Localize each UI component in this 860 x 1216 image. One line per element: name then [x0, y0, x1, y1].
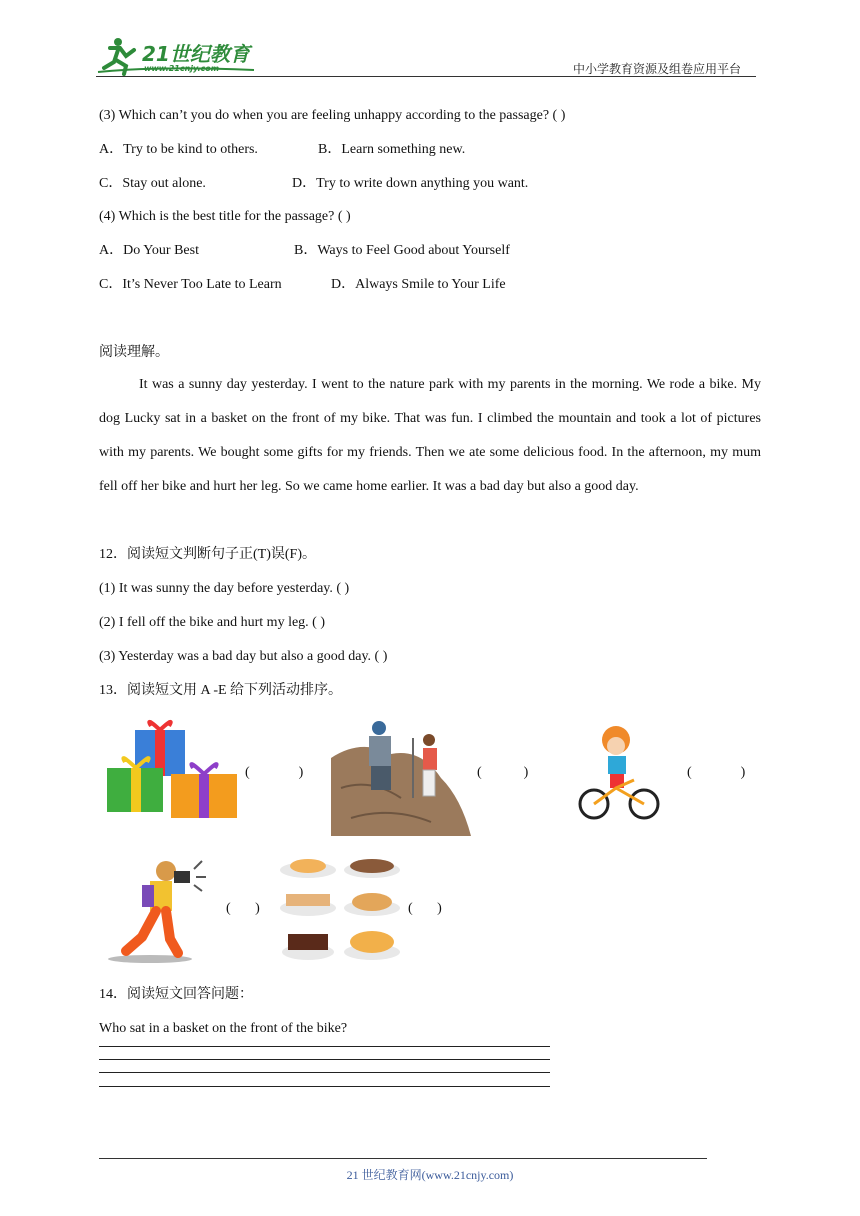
question-14-text: Who sat in a basket on the front of the bike? — [99, 1021, 348, 1036]
gifts-icon — [105, 718, 243, 822]
answer-line[interactable] — [99, 1072, 550, 1073]
section-heading: 阅读理解。 — [99, 345, 169, 360]
statement-1: (1) It was sunny the day before yesterday. ( ) — [99, 581, 350, 596]
statement-3: (3) Yesterday was a bad day but also a good day. ( ) — [99, 649, 388, 664]
question-3: (3) Which can’t you do when you are feeling unhappy according to the passage? ( ) — [99, 108, 566, 123]
answer-line[interactable] — [99, 1046, 550, 1047]
climbing-icon — [331, 718, 471, 836]
photo-taking-icon — [106, 855, 212, 963]
option-a: A．Do Your Best — [99, 243, 199, 258]
question-12-title: 12．阅读短文判断句子正(T)误(F)。 — [99, 547, 316, 562]
option-b: B．Learn something new. — [318, 142, 466, 157]
food-icon — [278, 852, 404, 964]
option-c: C．Stay out alone. — [99, 176, 206, 191]
header-rule — [96, 76, 756, 77]
question-14-title: 14．阅读短文回答问题： — [99, 987, 253, 1002]
answer-blank[interactable]: ( ) — [245, 765, 304, 780]
answer-blank[interactable]: ( ) — [687, 765, 746, 780]
option-d: D．Try to write down anything you want. — [292, 176, 529, 191]
question-13-title: 13．阅读短文用 A -E 给下列活动排序。 — [99, 683, 343, 698]
footer-text: 21 世纪教育网(www.21cnjy.com) — [346, 1168, 514, 1182]
option-d: D．Always Smile to Your Life — [331, 277, 506, 292]
logo-url: www.21cnjy.com — [144, 64, 220, 73]
answer-line[interactable] — [99, 1059, 550, 1060]
answer-line[interactable] — [99, 1086, 550, 1087]
option-c: C．It’s Never Too Late to Learn — [99, 277, 282, 292]
answer-blank[interactable]: ( ) — [408, 901, 442, 916]
option-b: B．Ways to Feel Good about Yourself — [294, 243, 510, 258]
answer-blank[interactable]: ( ) — [477, 765, 529, 780]
platform-title: 中小学教育资源及组卷应用平台 — [573, 62, 742, 76]
option-a: A．Try to be kind to others. — [99, 142, 258, 157]
header-logo — [96, 36, 261, 76]
reading-passage: It was a sunny day yesterday. I went to the nature park with my parents in the morning. We rode a bike. My dog Lucky sat in a basket on the front of my bike. That was fun. I climbed the mountain and took a lot of pictures with my parents. We bought some gifts for my friends. Then we ate some delicious food. In the afternoon, my mum fell off her bike and hurt her leg. So we came home earlier. It was a bad day but also a good day. — [99, 377, 761, 494]
logo-text: 21世纪教育 — [142, 42, 250, 66]
footer-rule — [99, 1158, 707, 1159]
statement-2: (2) I fell off the bike and hurt my leg. ( ) — [99, 615, 326, 630]
cycling-icon — [576, 722, 666, 822]
question-4: (4) Which is the best title for the passage? ( ) — [99, 209, 351, 224]
answer-blank[interactable]: ( ) — [226, 901, 260, 916]
